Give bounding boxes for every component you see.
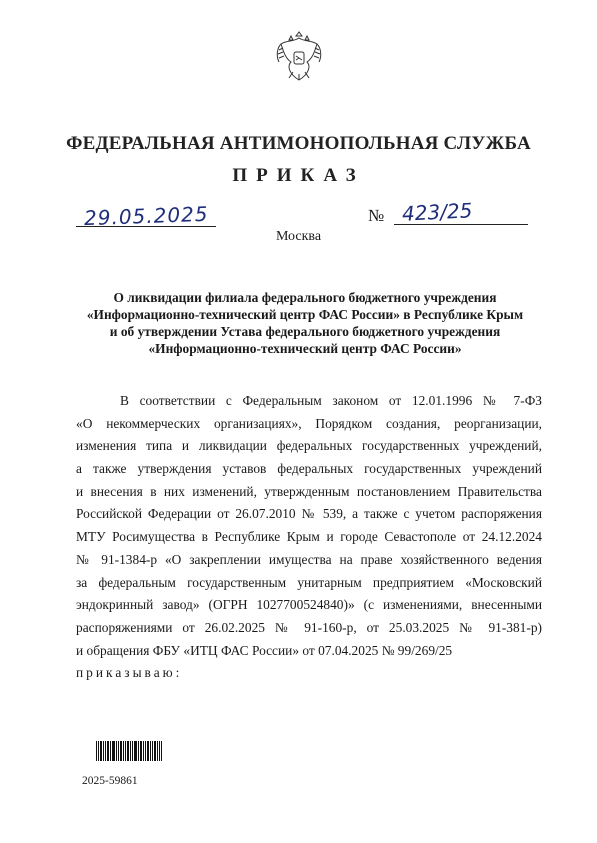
- body-line: и внесения в них изменений, утвержденным постановлением Правительства: [76, 483, 542, 499]
- body-line: «О некоммерческих организациях», Порядком создания, реорганизации,: [76, 415, 542, 431]
- coat-of-arms-icon: [273, 28, 325, 84]
- subject-line: О ликвидации филиала федерального бюджетного учреждения: [113, 290, 497, 305]
- number-underline: [394, 224, 528, 225]
- order-date: 29.05.2025: [83, 201, 209, 231]
- body-line: и обращения ФБУ «ИТЦ ФАС России» от 07.04.2025 № 99/269/25: [76, 642, 453, 658]
- number-sign: №: [368, 206, 385, 225]
- order-body: [76, 390, 542, 685]
- decree-word: приказываю:: [76, 665, 183, 681]
- agency-name: ФЕДЕРАЛЬНАЯ АНТИМОНОПОЛЬНАЯ СЛУЖБА: [66, 133, 531, 154]
- body-line: а также утверждения уставов федеральных государственных учреждений: [76, 461, 542, 477]
- city: Москва: [275, 229, 322, 244]
- subject-line: «Информационно-технический центр ФАС России» в Республике Крым: [86, 307, 524, 322]
- registration-number: 2025-59861: [82, 775, 138, 787]
- body-line: Российской Федерации от 26.07.2010 № 539, а также с учетом распоряжения: [76, 506, 542, 522]
- order-number: 423/25: [401, 198, 473, 226]
- body-line: № 91-1384-р «О закреплении имущества на праве хозяйственного ведения: [76, 551, 542, 567]
- barcode-icon: [96, 741, 162, 761]
- body-line: В соответствии с Федеральным законом от 12.01.1996 № 7-ФЗ: [120, 393, 542, 408]
- body-line: за федеральным государственным унитарным предприятием «Московский: [76, 574, 542, 590]
- body-line: МТУ Росимущества в Республике Крым и городе Севастополе от 24.12.2024: [76, 529, 542, 545]
- subject-line: и об утверждении Устава федерального бюджетного учреждения: [109, 324, 501, 339]
- body-line: распоряжениями от 26.02.2025 № 91-160-р, от 25.03.2025 № 91-381-р): [76, 619, 542, 635]
- document-type: ПРИКАЗ: [232, 165, 365, 186]
- body-line: эндокринный завод» (ОГРН 1027700524840)» (с изменениями, внесенными: [76, 597, 542, 613]
- subject-line: «Информационно-технический центр ФАС России»: [148, 341, 462, 356]
- order-subject: [70, 289, 540, 357]
- body-line: изменения типа и ликвидации федеральных государственных учреждений,: [76, 438, 542, 454]
- date-underline: [76, 226, 216, 227]
